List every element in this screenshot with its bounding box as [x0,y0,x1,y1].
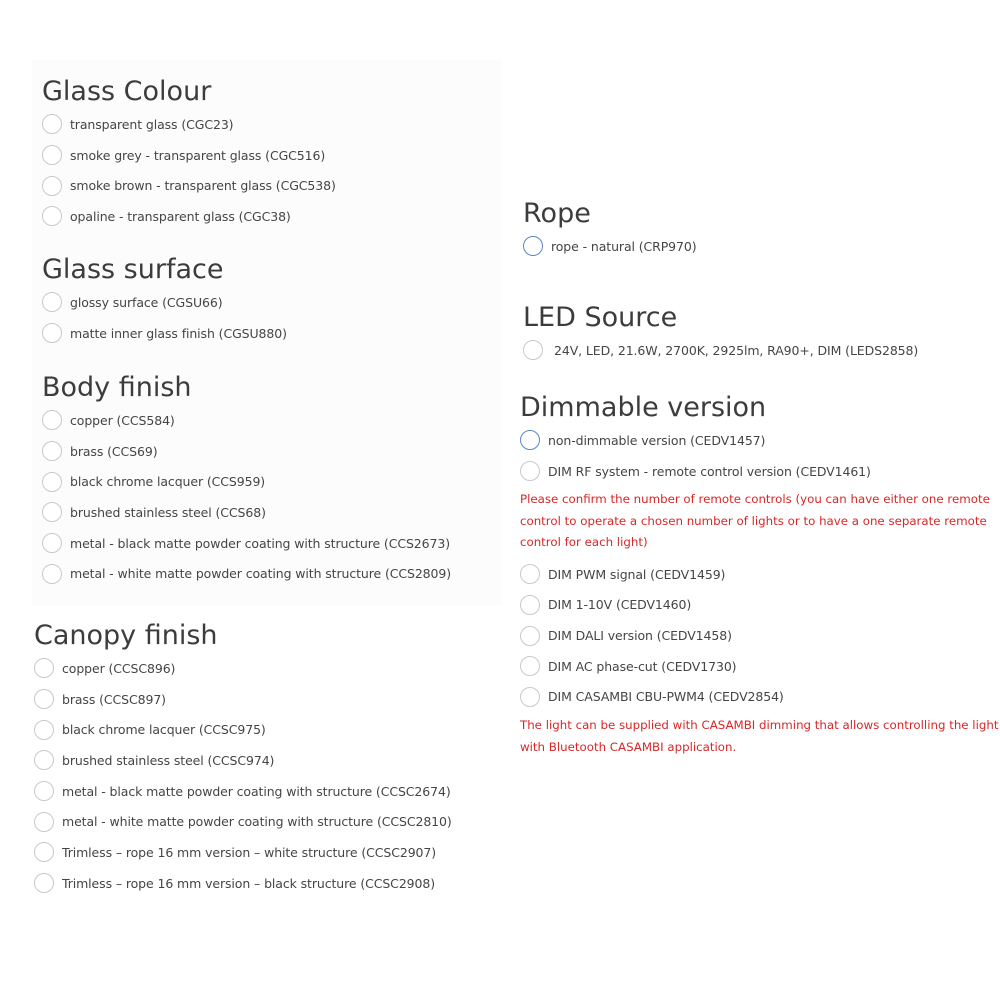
radio-button[interactable] [42,502,62,522]
canopy-finish-option[interactable] [34,745,452,776]
option-label: copper (CCSC896) [62,660,176,676]
radio-button[interactable] [34,720,54,740]
option-label: brass (CCSC897) [62,691,166,707]
radio-button[interactable] [42,145,62,165]
radio-button[interactable] [34,689,54,709]
radio-button[interactable] [34,658,54,678]
glass-surface-options [42,287,287,348]
option-label: non-dimmable version (CEDV1457) [548,432,766,448]
led-source-option[interactable] [523,335,918,366]
remote-control-note [520,489,998,554]
dimmable-version-title: Dimmable version [520,392,767,423]
glass-surface-option[interactable] [42,287,287,318]
body-finish-option[interactable] [42,497,451,528]
note-line: Please confirm the number of remote controls (you can have either one remote [520,492,990,507]
radio-button[interactable] [34,873,54,893]
body-finish-option[interactable] [42,436,451,467]
option-label: metal - black matte powder coating with structure (CCSC2674) [62,783,451,799]
dimmable-options-bottom [520,559,998,712]
radio-button[interactable] [42,206,62,226]
radio-button[interactable] [520,595,540,615]
glass-colour-option[interactable] [42,201,336,232]
option-label: transparent glass (CGC23) [70,116,234,132]
led-source-title: LED Source [523,302,678,333]
radio-button[interactable] [520,430,540,450]
radio-button[interactable] [42,410,62,430]
led-source-options [523,335,918,366]
radio-button[interactable] [42,114,62,134]
rope-title: Rope [523,198,591,229]
option-label: smoke grey - transparent glass (CGC516) [70,147,326,163]
canopy-finish-option[interactable] [34,776,452,807]
option-label: metal - black matte powder coating with structure (CCS2673) [70,535,450,551]
radio-button[interactable] [520,626,540,646]
note-line: control to operate a chosen number of lights or to have a one separate remote [520,513,987,528]
option-label: DIM CASAMBI CBU-PWM4 (CEDV2854) [548,689,784,705]
radio-button[interactable] [34,750,54,770]
glass-colour-title: Glass Colour [42,76,212,107]
dimmable-version-section [520,391,998,758]
note-line: with Bluetooth CASAMBI application. [520,739,737,754]
body-finish-option[interactable] [42,466,451,497]
dimmable-option[interactable] [520,682,998,713]
radio-button[interactable] [34,781,54,801]
glass-colour-section [42,75,336,232]
option-label: opaline - transparent glass (CGC38) [70,208,291,224]
radio-button[interactable] [520,461,540,481]
option-label: DIM 1-10V (CEDV1460) [548,597,692,613]
canopy-finish-option[interactable] [34,684,452,715]
casambi-note [520,715,998,758]
option-label: brass (CCS69) [70,443,158,459]
dimmable-options-top [520,425,998,486]
glass-colour-option[interactable] [42,140,336,171]
option-label: copper (CCS584) [70,412,175,428]
body-finish-option[interactable] [42,528,451,559]
radio-button[interactable] [520,687,540,707]
dimmable-option[interactable] [520,559,998,590]
rope-section [523,197,697,262]
dimmable-option[interactable] [520,425,998,456]
dimmable-option[interactable] [520,590,998,621]
radio-button[interactable] [42,176,62,196]
option-label: brushed stainless steel (CCSC974) [62,752,275,768]
radio-button[interactable] [34,842,54,862]
canopy-finish-option[interactable] [34,653,452,684]
dimmable-option[interactable] [520,456,998,487]
led-source-section [523,301,918,366]
canopy-finish-options [34,653,452,899]
glass-surface-title: Glass surface [42,254,224,285]
radio-button[interactable] [523,340,543,360]
canopy-finish-title: Canopy finish [34,620,218,651]
radio-button[interactable] [42,472,62,492]
glass-surface-option[interactable] [42,318,287,349]
option-label: black chrome lacquer (CCS959) [70,474,266,490]
radio-button[interactable] [523,236,543,256]
canopy-finish-option[interactable] [34,714,452,745]
glass-colour-options [42,109,336,232]
option-label: DIM DALI version (CEDV1458) [548,628,732,644]
option-label: matte inner glass finish (CGSU880) [70,325,287,341]
option-label: smoke brown - transparent glass (CGC538) [70,178,336,194]
radio-button[interactable] [520,564,540,584]
canopy-finish-section [34,619,452,899]
dimmable-option[interactable] [520,620,998,651]
note-line: The light can be supplied with CASAMBI dimming that allows controlling the light [520,718,999,733]
body-finish-options [42,405,451,589]
radio-button[interactable] [42,533,62,553]
canopy-finish-option[interactable] [34,806,452,837]
option-label: glossy surface (CGSU66) [70,294,223,310]
canopy-finish-option[interactable] [34,868,452,899]
radio-button[interactable] [34,812,54,832]
option-label: DIM RF system - remote control version (CEDV1461) [548,463,871,479]
option-label: metal - white matte powder coating with structure (CCSC2810) [62,814,452,830]
option-label: rope - natural (CRP970) [551,238,697,254]
body-finish-option[interactable] [42,405,451,436]
glass-surface-section [42,253,287,348]
option-label: black chrome lacquer (CCSC975) [62,722,266,738]
option-label: DIM PWM signal (CEDV1459) [548,566,726,582]
radio-button[interactable] [42,292,62,312]
option-label: metal - white matte powder coating with structure (CCS2809) [70,566,452,582]
option-label: Trimless – rope 16 mm version – white structure (CCSC2907) [62,844,437,860]
body-finish-section [42,371,451,589]
body-finish-title: Body finish [42,372,192,403]
option-label: Trimless – rope 16 mm version – black structure (CCSC2908) [62,875,436,891]
dimmable-option[interactable] [520,651,998,682]
rope-option[interactable] [523,231,697,262]
glass-colour-option[interactable] [42,109,336,140]
rope-options [523,231,697,262]
radio-button[interactable] [42,323,62,343]
note-line: control for each light) [520,535,648,550]
glass-colour-option[interactable] [42,170,336,201]
radio-button[interactable] [42,441,62,461]
option-label: 24V, LED, 21.6W, 2700K, 2925lm, RA90+, DIM (LEDS2858) [554,342,919,358]
radio-button[interactable] [520,656,540,676]
option-label: brushed stainless steel (CCS68) [70,504,266,520]
option-label: DIM AC phase-cut (CEDV1730) [548,658,737,674]
canopy-finish-option[interactable] [34,837,452,868]
radio-button[interactable] [42,564,62,584]
body-finish-option[interactable] [42,558,451,589]
